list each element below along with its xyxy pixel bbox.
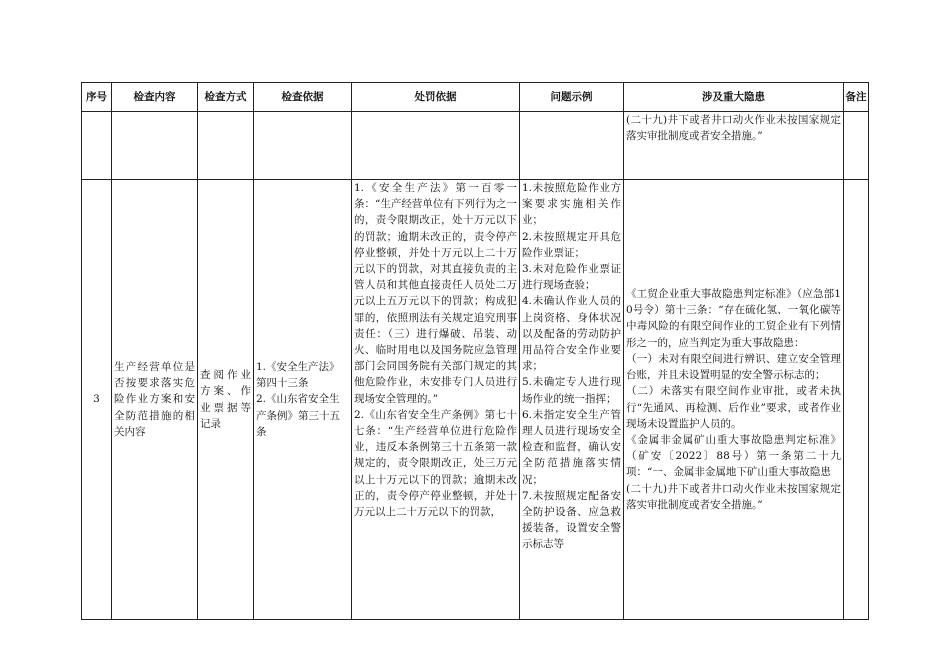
continued-hazard-line: (二十九)井下或者井口动火作业未按国家规定落实审批制度或者安全措施。” [626, 114, 841, 143]
header-basis: 检查依据 [254, 83, 352, 112]
header-number: 序号 [82, 83, 112, 112]
hazard-line: （一）未对有限空间进行辨识、建立安全管理台账，并且未设置明显的安全警示标志的； [626, 352, 841, 382]
hazard-line: （二）未落实有限空间作业审批，或者未执行“先通风、再检测、后作业”要求，或者作业现场未设置监护人员的。 [626, 385, 841, 430]
header-hazards: 涉及重大隐患 [624, 83, 844, 112]
hazard-line: (二十九)井下或者井口动火作业未按国家规定落实审批制度或者安全措施。” [626, 482, 841, 511]
continued-hazard-cell [624, 112, 844, 180]
example-line: 7.未按照规定配备安全防护设备、应急救援装备，设置安全警示标志等 [522, 489, 621, 551]
table-row [82, 180, 869, 620]
example-line: 2.未按照规定开具危险作业票证； [522, 230, 621, 259]
example-line: 6.未指定安全生产管理人员进行现场安全检查和监督，确认安全防范措施落实情况； [522, 408, 621, 486]
example-line: 3.未对危险作业票证进行现场查验； [522, 263, 621, 292]
header-remarks: 备注 [844, 83, 869, 112]
check-basis [254, 180, 352, 620]
header-content: 检查内容 [112, 83, 198, 112]
header-method: 检查方式 [198, 83, 254, 112]
penalty-line: 1.《安全生产法》第一百零一条：“生产经营单位有下列行为之一的，责令限期改正，处十万元以下的罚款；逾期未改正的，责令停产停业整顿，并处十万元以上二十万元以下的罚款，对其直接负责的主管人员和其他直接责任人员处二万元以上五万元以下的罚款；构成犯罪的，依照刑法有关规定追究刑事责任：（三）进行爆破、吊装、动火、临时用电以及国务院应急管理部门会同国务院有关部门规定的其他危险作业，未安排专门人员进行现场安全管理的。” [354, 182, 517, 405]
remarks-cell [844, 180, 869, 620]
hazard-line: 《金属非金属矿山重大事故隐患判定标准》（矿安〔2022〕88号）第一条第二十九项：“一、金属非金属地下矿山重大事故隐患 [626, 433, 841, 479]
penalty-basis [352, 180, 520, 620]
basis-line: 2.《山东省安全生产条例》第三十五条 [256, 393, 340, 438]
example-line: 5.未确定专人进行现场作业的统一指挥； [522, 376, 621, 405]
header-examples: 问题示例 [520, 83, 624, 112]
check-method: 查阅作业方案、作业票据等记录 [198, 180, 254, 620]
major-hazards [624, 180, 844, 620]
header-penalty: 处罚依据 [352, 83, 520, 112]
header-row [82, 83, 869, 112]
check-content: 生产经营单位是否按要求落实危险作业方案和安全防范措施的相关内容 [112, 180, 198, 620]
problem-examples [520, 180, 624, 620]
row-number: 3 [82, 180, 112, 620]
basis-line: 1.《安全生产法》第四十三条 [256, 360, 340, 390]
example-line: 4.未确认作业人员的上岗资格、身体状况以及配备的劳动防护用品符合安全作业要求； [522, 295, 621, 373]
example-line: 1.未按照危险作业方案要求实施相关作业； [522, 182, 621, 227]
penalty-line: 2.《山东省安全生产条例》第七十七条：“生产经营单位进行危险作业，违反本条例第三十五条第一款规定的，责令限期改正，处三万元以上十万元以下的罚款；逾期未改正的，责令停产停业整顿，并处十万元以上二十万元以下的罚款， [354, 408, 517, 519]
hazard-line: 《工贸企业重大事故隐患判定标准》（应急部10号令）第十三条：“存在硫化氢、一氧化碳等中毒风险的有限空间作业的工贸企业有下列情形之一的，应当判定为重大事故隐患： [626, 288, 841, 349]
table-row-continued [82, 112, 869, 180]
inspection-table [81, 82, 869, 620]
